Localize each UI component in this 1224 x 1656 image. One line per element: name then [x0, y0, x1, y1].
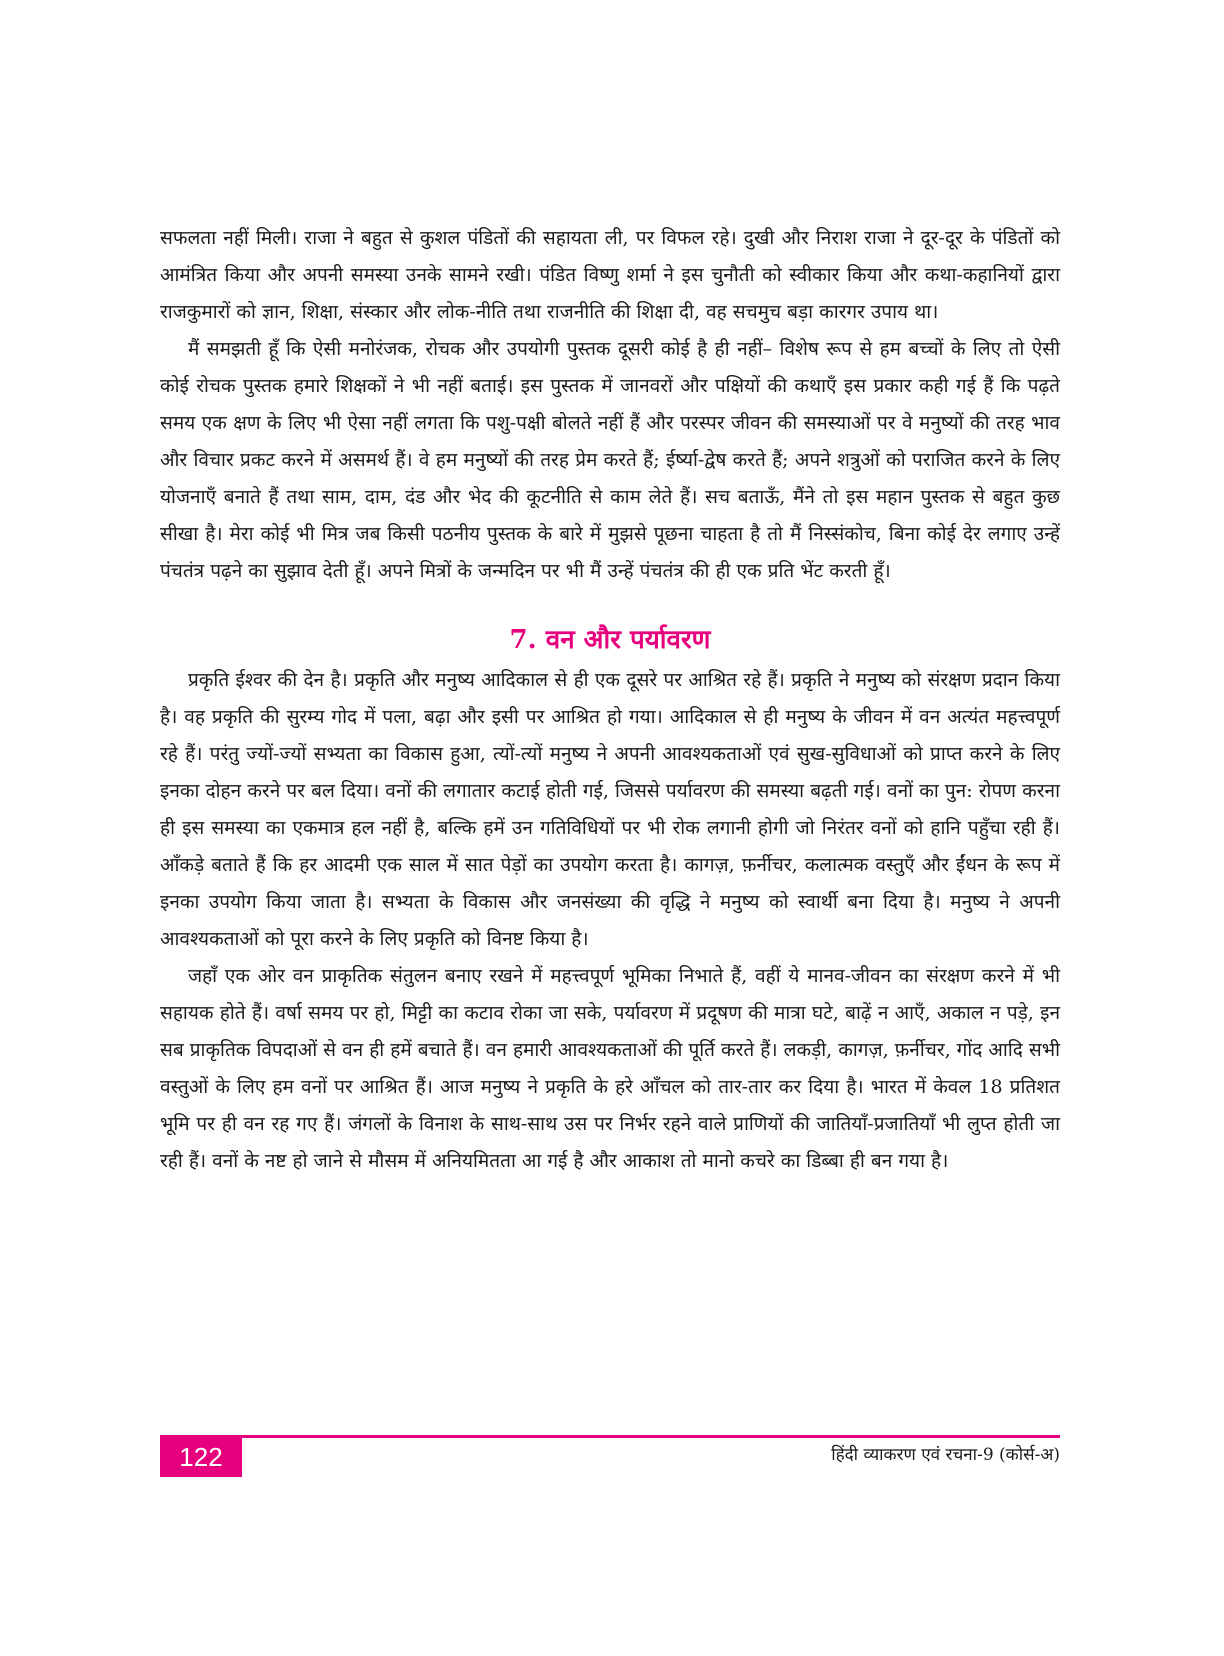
paragraph-forest-importance: जहाँ एक ओर वन प्राकृतिक संतुलन बनाए रखने में महत्त्वपूर्ण भूमिका निभाते हैं, वहीं ये मानव-जीवन का संरक्षण करने में भी सहायक होते हैं। वर्षा समय पर हो, मिट्टी का कटाव रोका जा सके, पर्यावरण में प्रदूषण की मात्रा घटे, बाढ़ें न आएँ, अकाल न पड़े, इन सब प्राकृतिक विपदाओं से वन ही हमें बचाते हैं। वन हमारी आवश्यकताओं की पूर्ति करते हैं। लकड़ी, कागज़, फ़र्नीचर, गोंद आदि सभी वस्तुओं के लिए हम वनों पर आश्रित हैं। आज मनुष्य ने प्रकृति के हरे आँचल को तार-तार कर दिया है। भारत में केवल 18 प्रतिशत भूमि पर ही वन रह गए हैं। जंगलों के विनाश के साथ-साथ उस पर निर्भर रहने वाले प्राणियों की जातियाँ-प्रजातियाँ भी लुप्त होती जा रही हैं। वनों के नष्ट हो जाने से मौसम में अनियमितता आ गई है और आकाश तो मानो कचरे का डिब्बा ही बन गया है।: [160, 965, 1061, 1172]
footer-divider: [160, 1435, 1060, 1438]
section-title: 7. वन और पर्यावरण: [509, 625, 711, 655]
footer-book-title: हिंदी व्याकरण एवं रचना-9 (कोर्स-अ): [831, 1445, 1060, 1465]
paragraph-forest-intro: प्रकृति ईश्वर की देन है। प्रकृति और मनुष्य आदिकाल से ही एक दूसरे पर आश्रित रहे हैं। प्रकृति ने मनुष्य को संरक्षण प्रदान किया है। वह प्रकृति की सुरम्य गोद में पला, बढ़ा और इसी पर आश्रित हो गया। आदिकाल से ही मनुष्य के जीवन में वन अत्यंत महत्त्वपूर्ण रहे हैं। परंतु ज्यों-ज्यों सभ्यता का विकास हुआ, त्यों-त्यों मनुष्य ने अपनी आवश्यकताओं एवं सुख-सुविधाओं को प्राप्त करने के लिए इनका दोहन करने पर बल दिया। वनों की लगातार कटाई होती गई, जिससे पर्यावरण की समस्या बढ़ती गई। वनों का पुन: रोपण करना ही इस समस्या का एकमात्र हल नहीं है, बल्कि हमें उन गतिविधियों पर भी रोक लगानी होगी जो निरंतर वनों को हानि पहुँचा रही हैं। आँकड़े बताते हैं कि हर आदमी एक साल में सात पेड़ों का उपयोग करता है। कागज़, फ़र्नीचर, कलात्मक वस्तुएँ और ईंधन के रूप में इनका उपयोग किया जाता है। सभ्यता के विकास और जनसंख्या की वृद्धि ने मनुष्य को स्वार्थी बना दिया है। मनुष्य ने अपनी आवश्यकताओं को पूरा करने के लिए प्रकृति को विनष्ट किया है।: [160, 669, 1060, 950]
paragraph-panchatantra-opinion: मैं समझती हूँ कि ऐसी मनोरंजक, रोचक और उपयोगी पुस्तक दूसरी कोई है ही नहीं– विशेष रूप से हम बच्चों के लिए तो ऐसी कोई रोचक पुस्तक हमारे शिक्षकों ने भी नहीं बताई। इस पुस्तक में जानवरों और पक्षियों की कथाएँ इस प्रकार कही गई हैं कि पढ़ते समय एक क्षण के लिए भी ऐसा नहीं लगता कि पशु-पक्षी बोलते नहीं हैं और परस्पर जीवन की समस्याओं पर वे मनुष्यों की तरह भाव और विचार प्रकट करने में असमर्थ हैं। वे हम मनुष्यों की तरह प्रेम करते हैं; ईर्ष्या-द्वेष करते हैं; अपने शत्रुओं को पराजित करने के लिए योजनाएँ बनाते हैं तथा साम, दाम, दंड और भेद की कूटनीति से काम लेते हैं। सच बताऊँ, मैंने तो इस महान पुस्तक से बहुत कुछ सीखा है। मेरा कोई भी मित्र जब किसी पठनीय पुस्तक के बारे में मुझसे पूछना चाहता है तो मैं निस्संकोच, बिना कोई देर लगाए उन्हें पंचतंत्र पढ़ने का सुझाव देती हूँ। अपने मित्रों के जन्मदिन पर भी मैं उन्हें पंचतंत्र की ही एक प्रति भेंट करती हूँ।: [160, 338, 1060, 582]
page-content: [160, 220, 1060, 1180]
paragraph-panchatantra-story-end: सफलता नहीं मिली। राजा ने बहुत से कुशल पंडितों की सहायता ली, पर विफल रहे। दुखी और निराश राजा ने दूर-दूर के पंडितों को आमंत्रित किया और अपनी समस्या उनके सामने रखी। पंडित विष्णु शर्मा ने इस चुनौती को स्वीकार किया और कथा-कहानियों द्वारा राजकुमारों को ज्ञान, शिक्षा, संस्कार और लोक-नीति तथा राजनीति की शिक्षा दी, वह सचमुच बड़ा कारगर उपाय था।: [160, 227, 1061, 323]
page-number: 122: [160, 1437, 242, 1477]
